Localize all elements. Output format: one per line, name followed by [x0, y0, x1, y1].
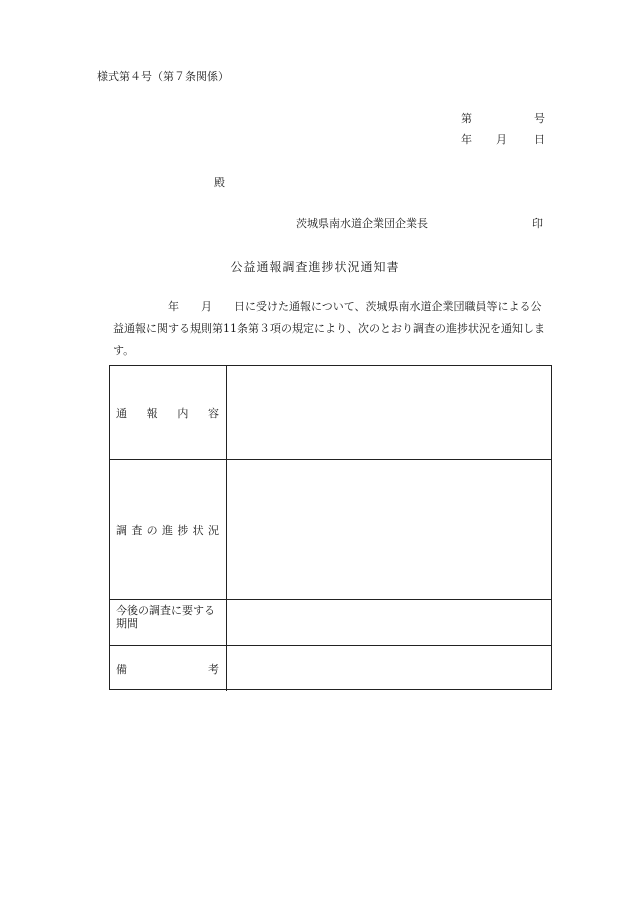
document-title: 公益通報調査進捗状況通知書	[230, 260, 400, 274]
seal-mark: 印	[532, 217, 543, 230]
remarks-label	[116, 661, 219, 677]
label-char: 捗	[177, 523, 189, 537]
investigation-progress-row	[110, 460, 551, 600]
label-char: 通	[116, 406, 127, 420]
future-period-label-line: 今後の調査に要する	[116, 604, 215, 617]
issuer-name: 茨城県南水道企業団企業長	[296, 217, 428, 230]
label-char: 状	[192, 523, 204, 537]
report-content-label	[116, 405, 219, 421]
remarks-row	[110, 646, 551, 691]
investigation-progress-label	[116, 522, 219, 538]
form-number-label: 様式第４号（第７条関係）	[97, 70, 229, 83]
label-char: 進	[161, 523, 173, 537]
label-char: 備	[116, 662, 127, 676]
date-year: 年	[461, 133, 472, 146]
future-period-label	[116, 604, 222, 630]
future-period-label-cell	[110, 600, 227, 645]
investigation-progress-value[interactable]	[227, 460, 551, 599]
date-month: 月	[496, 133, 507, 146]
addressee-honorific: 殿	[214, 176, 225, 189]
report-table	[109, 365, 552, 690]
label-char: 調	[116, 523, 127, 537]
future-period-label-line: 期間	[116, 617, 138, 630]
remarks-label-cell	[110, 646, 227, 691]
label-char: 報	[146, 406, 158, 420]
report-content-row	[110, 366, 551, 460]
label-char: 査	[131, 523, 143, 537]
date-day: 日	[534, 133, 545, 146]
body-text-line: 益通報に関する規則第11条第３項の規定により、次のとおり調査の進捗状況を通知しま	[113, 322, 545, 335]
label-char: の	[146, 523, 158, 537]
future-period-row	[110, 600, 551, 646]
label-char: 況	[207, 523, 219, 537]
report-content-value[interactable]	[227, 366, 551, 459]
body-text-line: 年 月 日に受けた通報について、茨城県南水道企業団職員等による公	[113, 300, 542, 313]
body-text-line: す。	[113, 344, 135, 357]
number-suffix: 号	[534, 112, 545, 125]
report-content-label-cell	[110, 366, 227, 459]
future-period-value[interactable]	[227, 600, 551, 645]
label-char: 考	[208, 662, 219, 676]
label-char: 内	[177, 406, 189, 420]
investigation-progress-label-cell	[110, 460, 227, 599]
remarks-value[interactable]	[227, 646, 551, 691]
number-prefix: 第	[461, 112, 472, 125]
label-char: 容	[207, 406, 219, 420]
